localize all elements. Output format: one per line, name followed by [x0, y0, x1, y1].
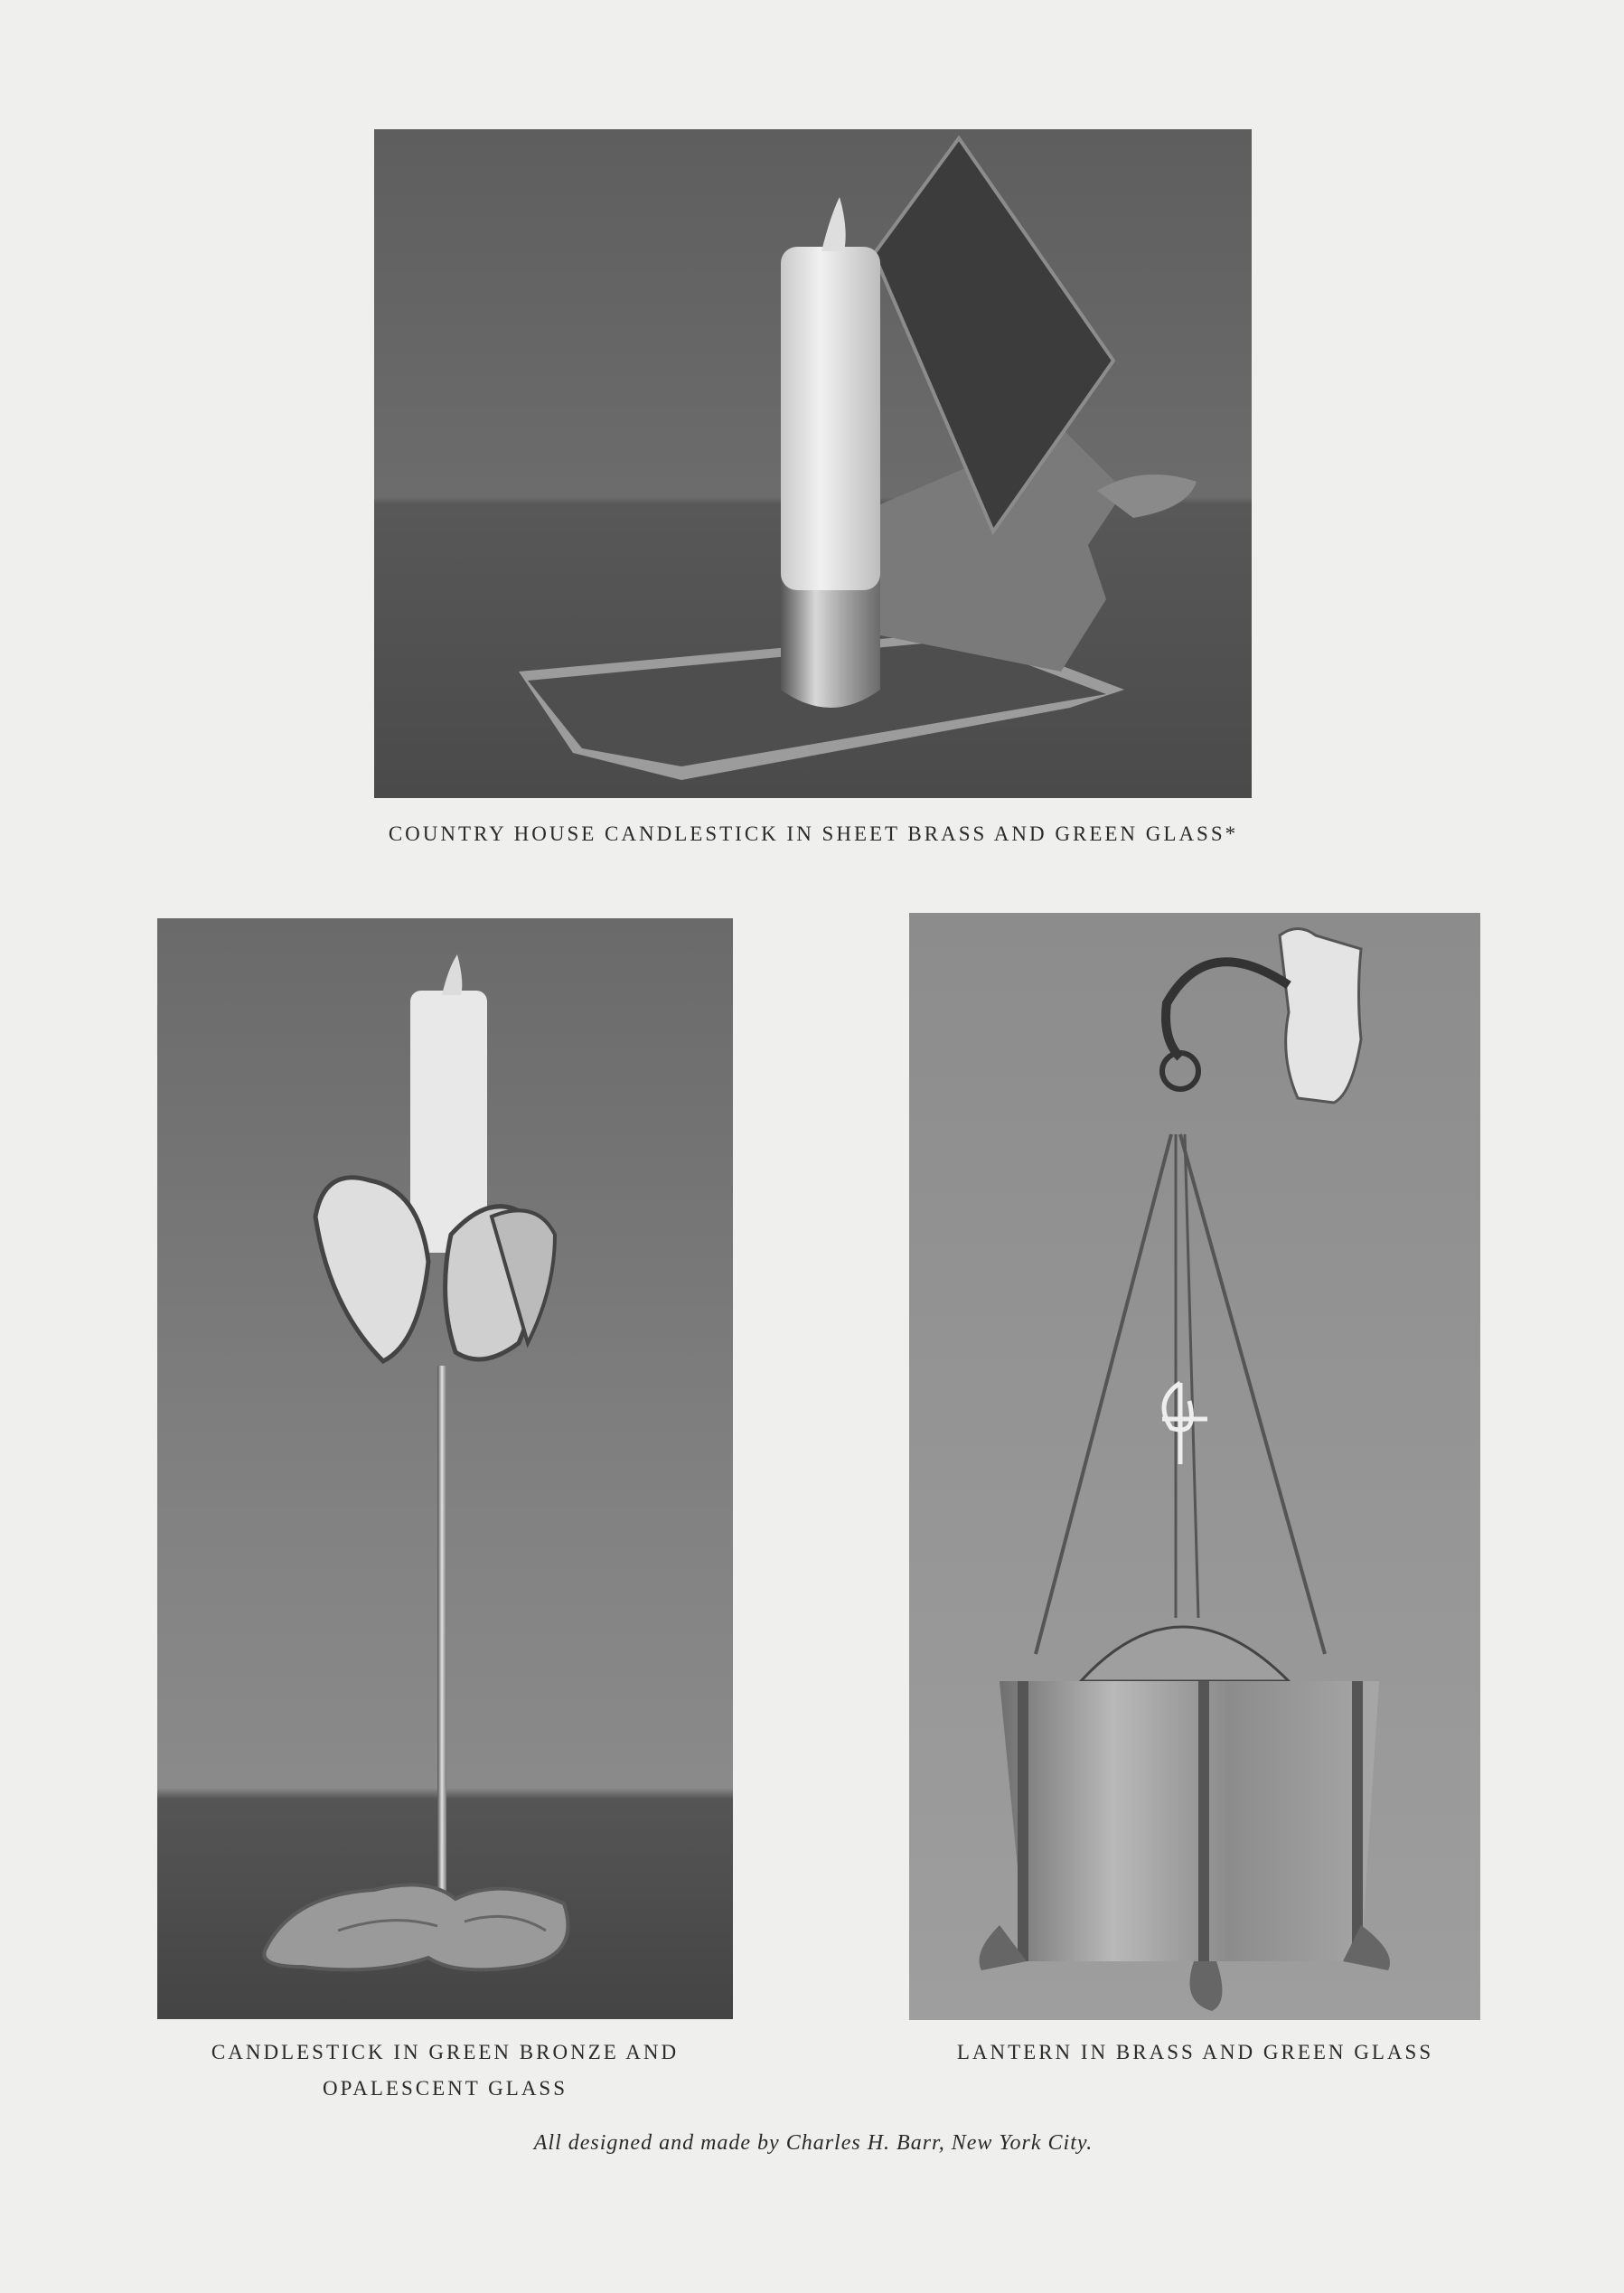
caption-green-bronze-candlestick [136, 2035, 755, 2107]
caption-country-house-candlestick: COUNTRY HOUSE CANDLESTICK IN SHEET BRASS AND GREEN GLASS* [388, 822, 1239, 845]
credit-line: All designed and made by Charles H. Barr, New York City. [533, 2131, 1094, 2155]
photo-country-house-candlestick [374, 129, 1252, 798]
photo-green-bronze-candlestick [157, 918, 733, 2019]
photo-brass-lantern [909, 913, 1480, 2020]
caption-line-2: OPALESCENT GLASS [322, 2077, 568, 2100]
caption-brass-lantern: LANTERN IN BRASS AND GREEN GLASS [956, 2041, 1434, 2063]
caption-line-1: CANDLESTICK IN GREEN BRONZE AND [211, 2041, 680, 2063]
